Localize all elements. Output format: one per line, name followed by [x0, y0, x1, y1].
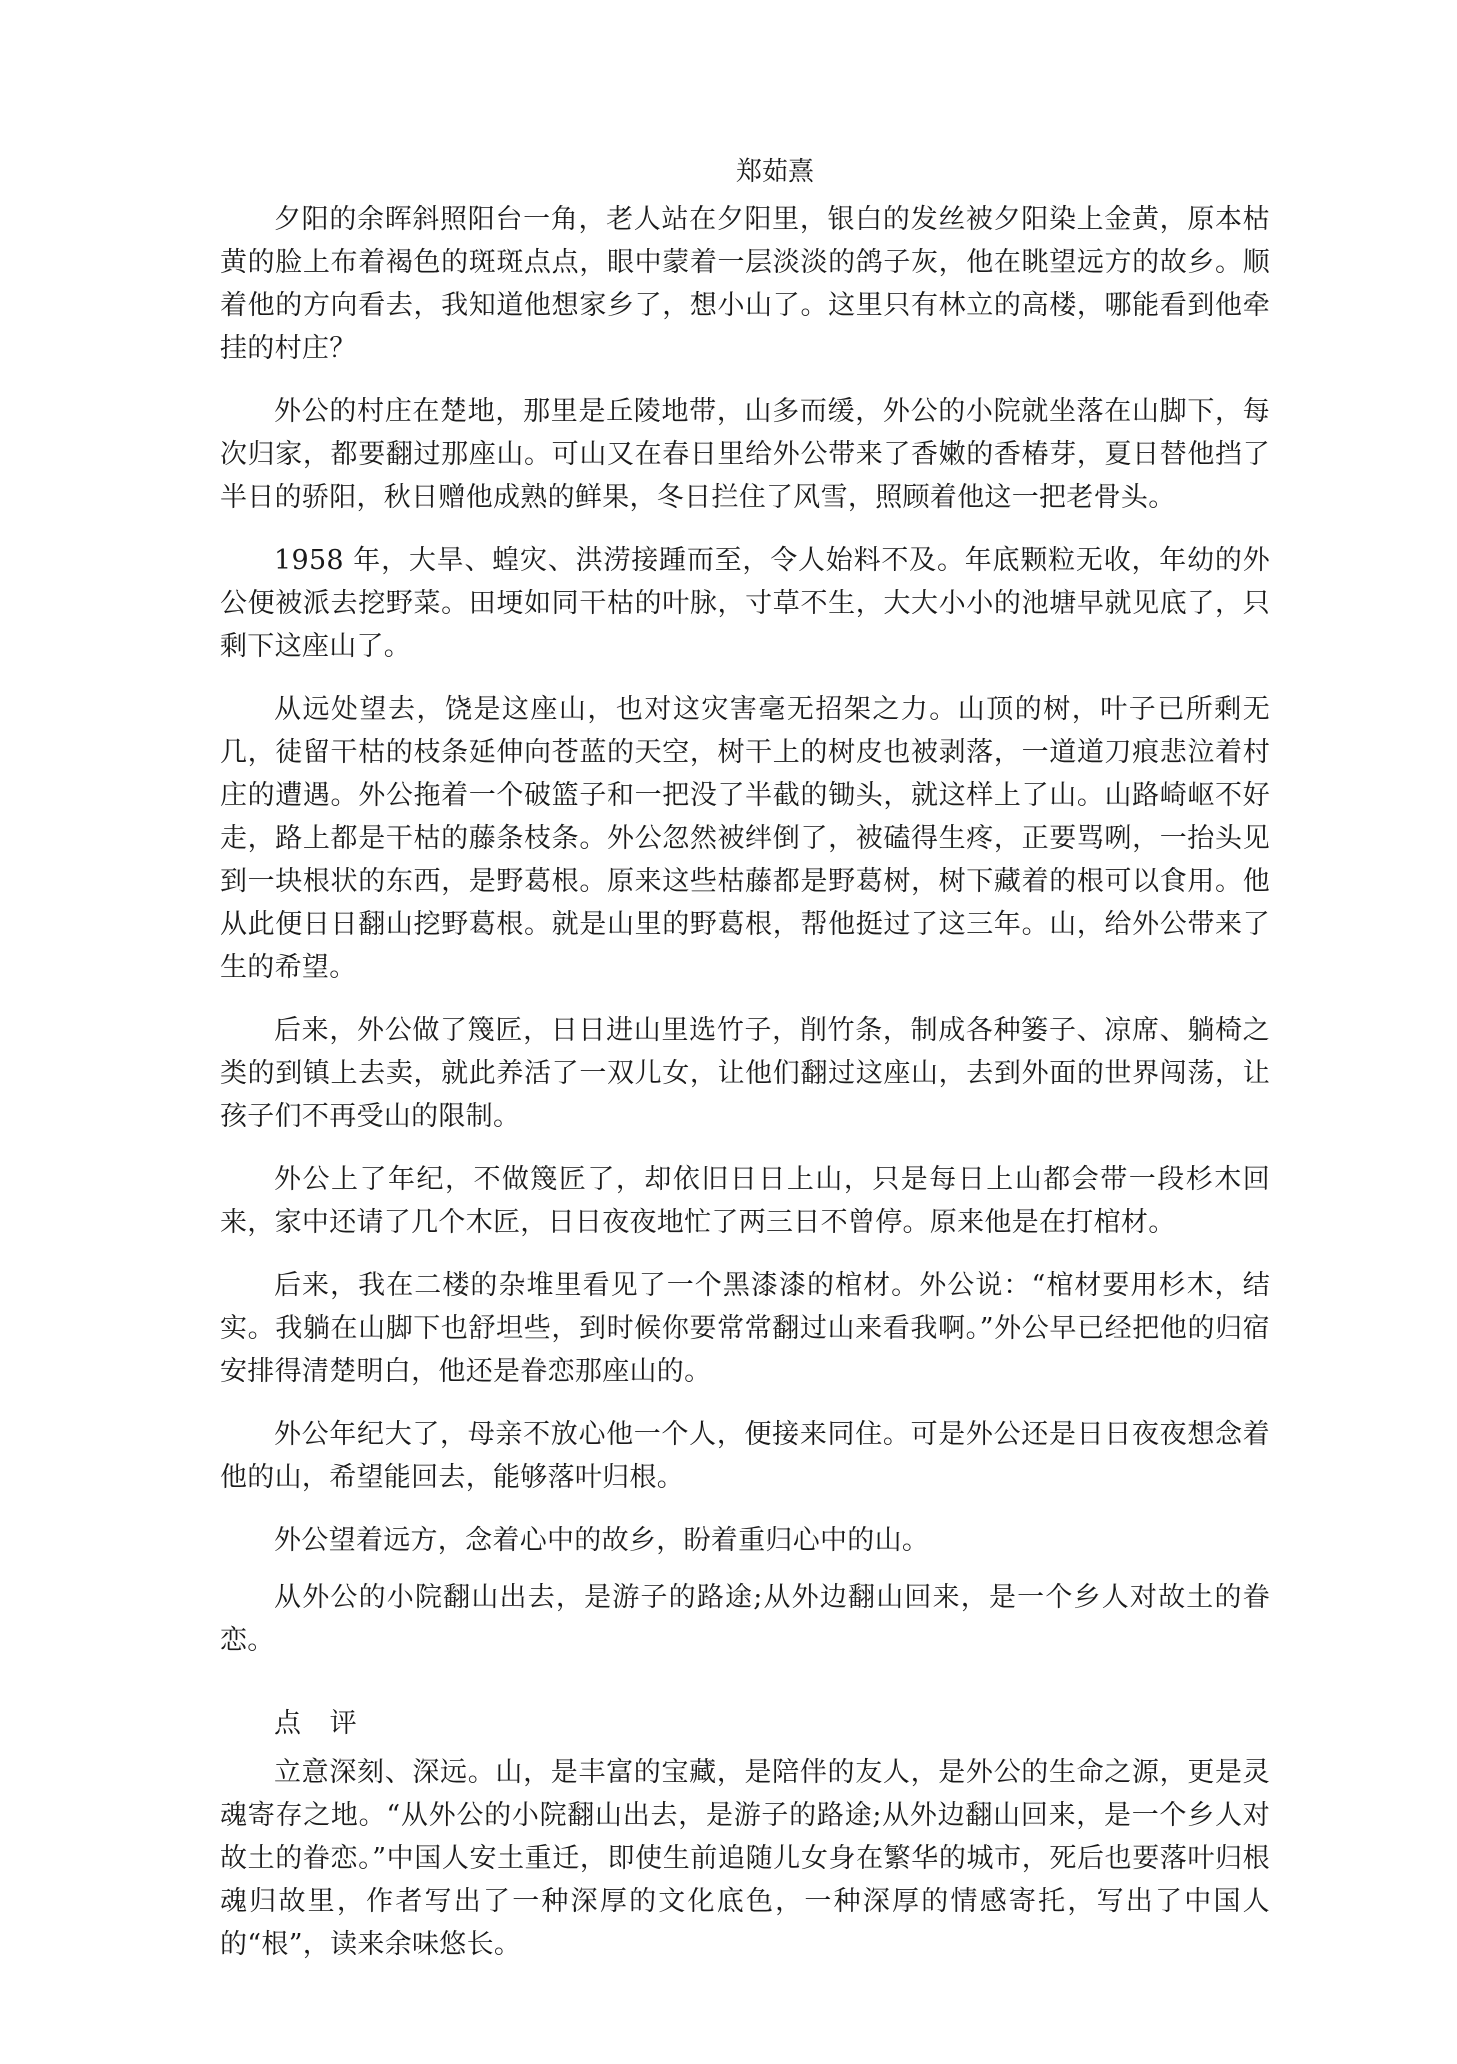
- paragraph-6: 外公上了年纪，不做篾匠了，却依旧日日上山，只是每日上山都会带一段杉木回来，家中还请了几个木匠，日日夜夜地忙了两三日不曾停。原来他是在打棺材。: [220, 1164, 1270, 1238]
- comment-paragraph: 立意深刻、深远。山，是丰富的宝藏，是陪伴的友人，是外公的生命之源，更是灵魂寄存之地。“从外公的小院翻山出去，是游子的路途;从外边翻山回来，是一个乡人对故土的眷恋。”中国人安土重迁，即使生前追随儿女身在繁华的城市，死后也要落叶归根魂归故里，作者写出了一种深厚的文化底色，一种深厚的情感寄托，写出了中国人的“根”，读来余味悠长。: [220, 1757, 1270, 1960]
- paragraph-10: 从外公的小院翻山出去，是游子的路途;从外边翻山回来，是一个乡人对故土的眷恋。: [220, 1582, 1270, 1656]
- paragraph-5: 后来，外公做了篾匠，日日进山里选竹子，削竹条，制成各种篓子、凉席、躺椅之类的到镇上去卖，就此养活了一双儿女，让他们翻过这座山，去到外面的世界闯荡，让孩子们不再受山的限制。: [220, 1015, 1270, 1132]
- paragraph-7: 后来，我在二楼的杂堆里看见了一个黑漆漆的棺材。外公说：“棺材要用杉木，结实。我躺在山脚下也舒坦些，到时候你要常常翻过山来看我啊。”外公早已经把他的归宿安排得清楚明白，他还是眷恋那座山的。: [220, 1270, 1270, 1387]
- paragraph-1: 夕阳的余晖斜照阳台一角，老人站在夕阳里，银白的发丝被夕阳染上金黄，原本枯黄的脸上布着褐色的斑斑点点，眼中蒙着一层淡淡的鸽子灰，他在眺望远方的故乡。顺着他的方向看去，我知道他想家乡了，想小山了。这里只有林立的高楼，哪能看到他牵挂的村庄？: [220, 204, 1270, 364]
- paragraph-8: 外公年纪大了，母亲不放心他一个人，便接来同住。可是外公还是日日夜夜想念着他的山，希望能回去，能够落叶归根。: [220, 1419, 1270, 1493]
- paragraph-3: 1958 年，大旱、蝗灾、洪涝接踵而至，令人始料不及。年底颗粒无收，年幼的外公便被派去挖野菜。田埂如同干枯的叶脉，寸草不生，大大小小的池塘早就见底了，只剩下这座山了。: [220, 545, 1270, 662]
- paragraph-4: 从远处望去，饶是这座山，也对这灾害毫无招架之力。山顶的树，叶子已所剩无几，徒留干枯的枝条延伸向苍蓝的天空，树干上的树皮也被剥落，一道道刀痕悲泣着村庄的遭遇。外公拖着一个破篮子和一把没了半截的锄头，就这样上了山。山路崎岖不好走，路上都是干枯的藤条枝条。外公忽然被绊倒了，被磕得生疼，正要骂咧，一抬头见到一块根状的东西，是野葛根。原来这些枯藤都是野葛树，树下藏着的根可以食用。他从此便日日翻山挖野葛根。就是山里的野葛根，帮他挺过了这三年。山，给外公带来了生的希望。: [220, 694, 1270, 983]
- paragraph-2: 外公的村庄在楚地，那里是丘陵地带，山多而缓，外公的小院就坐落在山脚下，每次归家，都要翻过那座山。可山又在春日里给外公带来了香嫩的香椿芽，夏日替他挡了半日的骄阳，秋日赠他成熟的鲜果，冬日拦住了风雪，照顾着他这一把老骨头。: [220, 396, 1270, 513]
- paragraph-9: 外公望着远方，念着心中的故乡，盼着重归心中的山。: [274, 1525, 930, 1556]
- document-page: [220, 152, 1270, 1986]
- comment-title: 点 评: [274, 1708, 367, 1739]
- author-name: 郑茹熹: [735, 157, 814, 187]
